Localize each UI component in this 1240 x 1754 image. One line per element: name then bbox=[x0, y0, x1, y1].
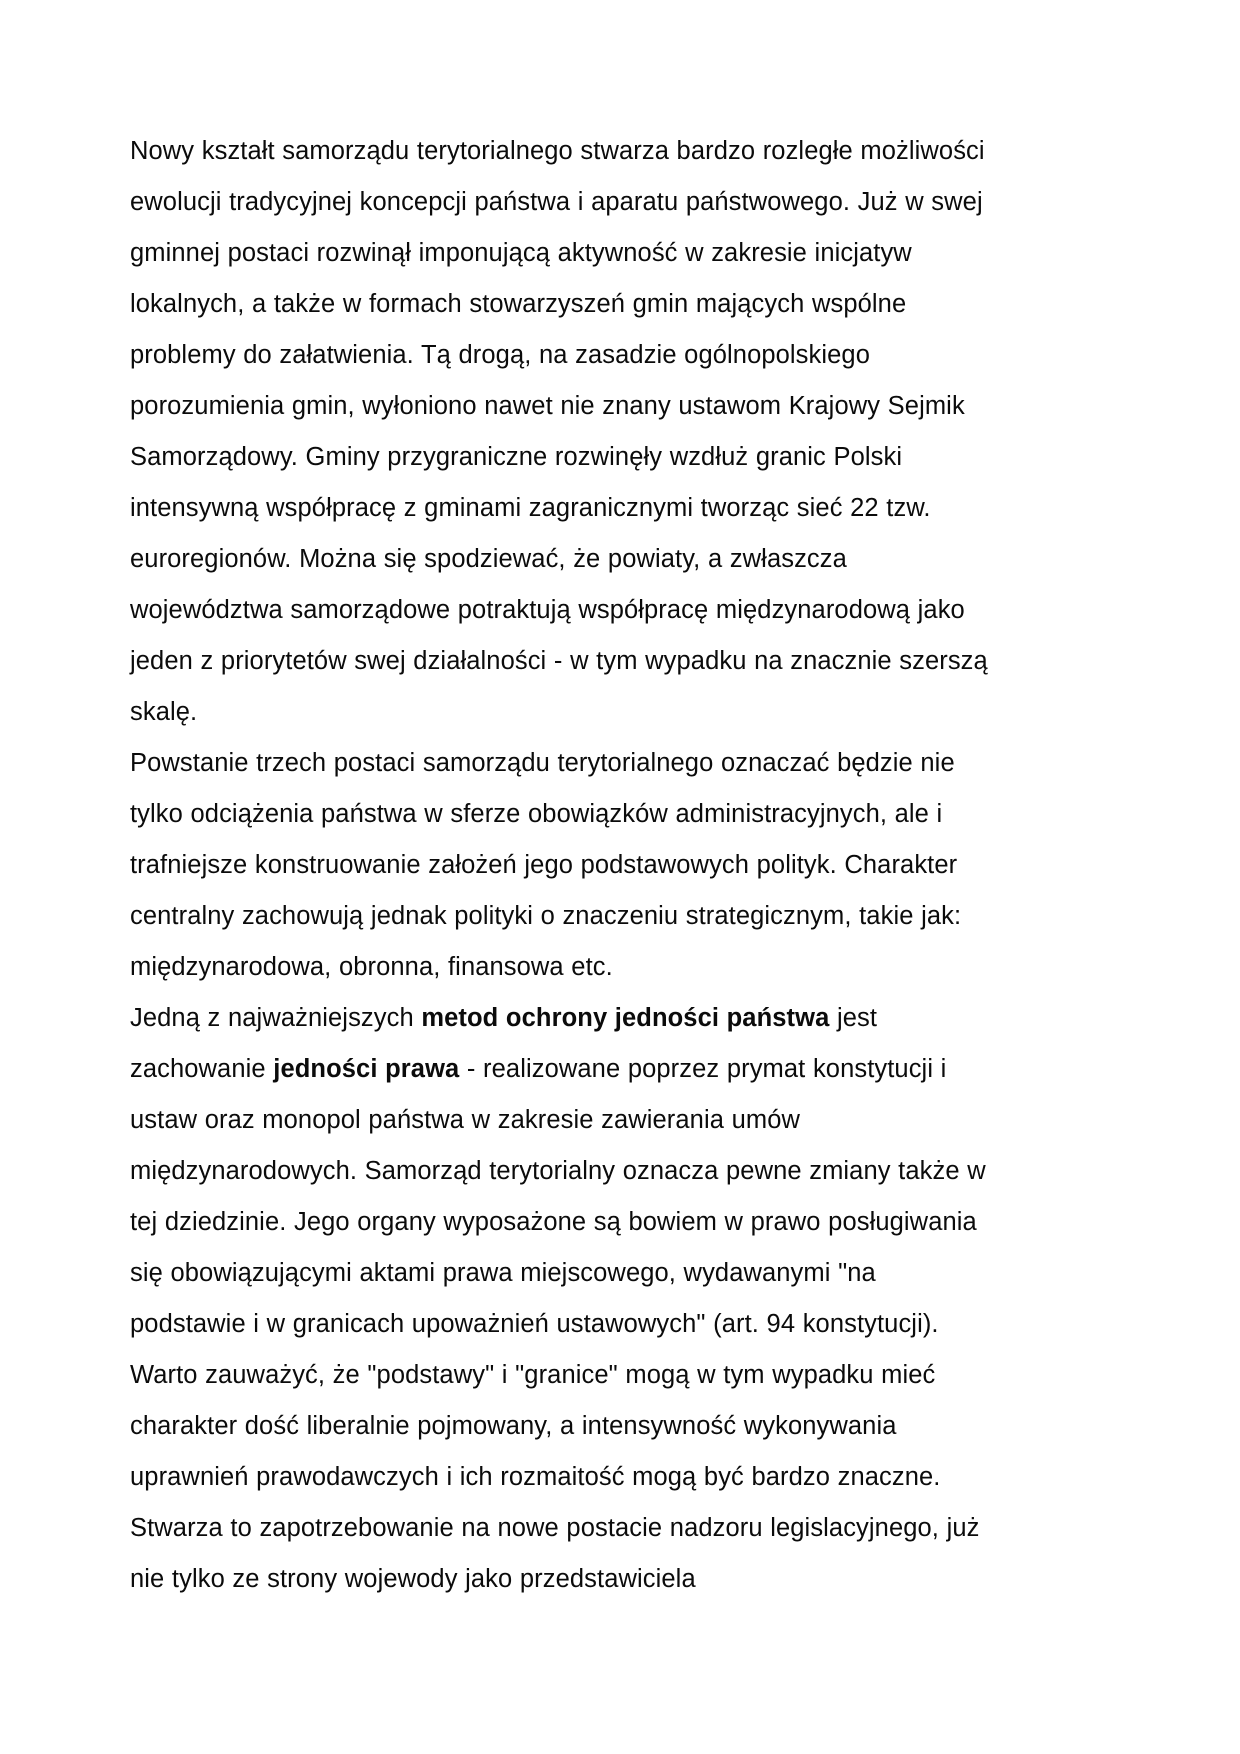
paragraph-1 bbox=[130, 126, 990, 738]
text-run: Jedną z najważniejszych bbox=[130, 1004, 422, 1032]
paragraph-3 bbox=[130, 993, 990, 1605]
emphasis-run: jedności prawa bbox=[273, 1055, 460, 1083]
paragraph-2 bbox=[130, 738, 990, 993]
text-run: - realizowane poprzez prymat konstytucji i ustaw oraz monopol państwa w zakresie zawierania umów międzynarodowych. Samorząd terytorialny oznacza pewne zmiany także w tej dziedzinie. Jego organy wyposażone są bowiem w prawo posługiwania się obowiązującymi aktami prawa miejscowego, wydawanymi "na podstawie i w granicach upoważnień ustawowych" (art. 94 konstytucji). Warto zauważyć, że "podstawy" i "granice" mogą w tym wypadku mieć charakter dość liberalnie pojmowany, a intensywność wykonywania uprawnień prawodawczych i ich rozmaitość mogą być bardzo znaczne. Stwarza to zapotrzebowanie na nowe postacie nadzoru legislacyjnego, już nie tylko ze strony wojewody jako przedstawiciela bbox=[130, 1055, 986, 1593]
text-column bbox=[130, 126, 990, 1605]
text-run: Powstanie trzech postaci samorządu terytorialnego oznaczać będzie nie tylko odciążenia państwa w sferze obowiązków administracyjnych, ale i trafniejsze konstruowanie założeń jego podstawowych polityk. Charakter centralny zachowują jednak polityki o znaczeniu strategicznym, takie jak: międzynarodowa, obronna, finansowa etc. bbox=[130, 749, 962, 981]
emphasis-run: metod ochrony jedności państwa bbox=[421, 1004, 830, 1032]
text-run: Nowy kształt samorządu terytorialnego stwarza bardzo rozległe możliwości ewolucji tradycyjnej koncepcji państwa i aparatu państwowego. Już w swej gminnej postaci rozwinął imponującą aktywność w zakresie inicjatyw lokalnych, a także w formach stowarzyszeń gmin mających wspólne problemy do załatwienia. Tą drogą, na zasadzie ogólnopolskiego porozumienia gmin, wyłoniono nawet nie znany ustawom Krajowy Sejmik Samorządowy. Gminy przygraniczne rozwinęły wzdłuż granic Polski intensywną współpracę z gminami zagranicznymi tworząc sieć 22 tzw. euroregionów. Można się spodziewać, że powiaty, a zwłaszcza województwa samorządowe potraktują współpracę międzynarodową jako jeden z priorytetów swej działalności - w tym wypadku na znacznie szerszą skalę. bbox=[130, 137, 988, 726]
text-run: jest zachowanie bbox=[130, 1004, 878, 1083]
